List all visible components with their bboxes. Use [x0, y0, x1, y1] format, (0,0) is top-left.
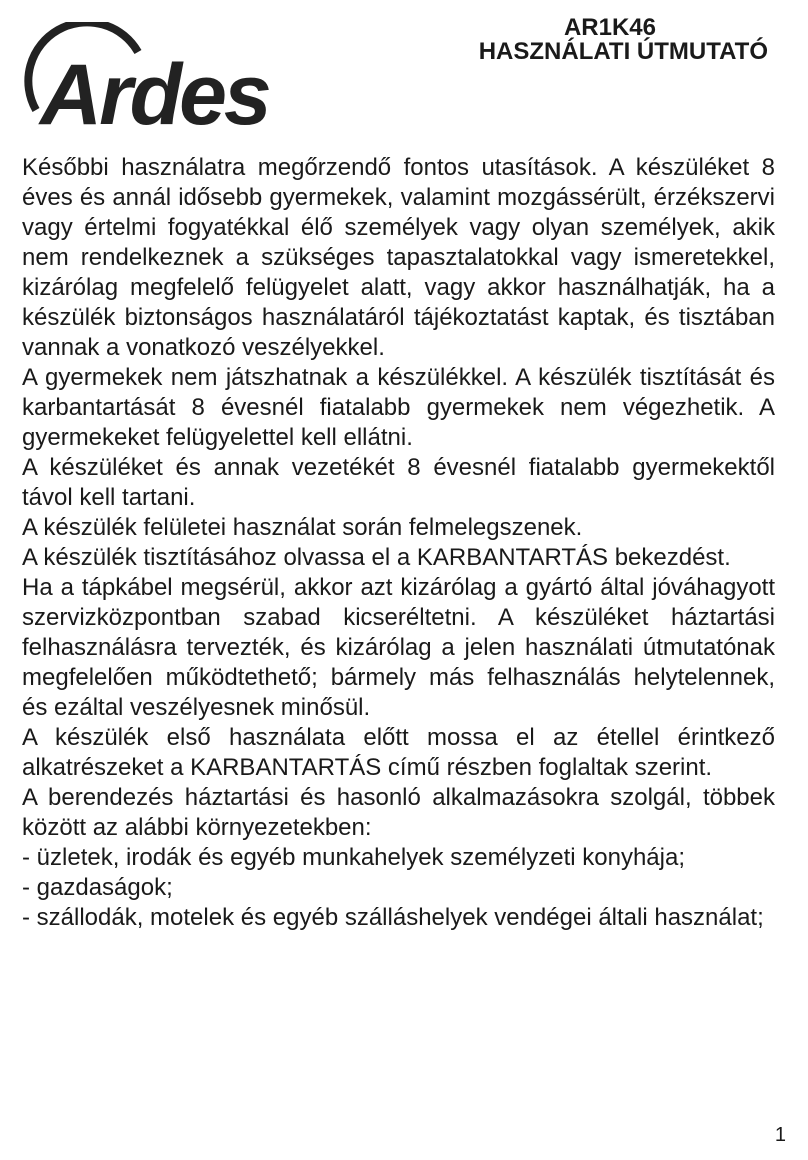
model-number: AR1K46: [563, 14, 656, 41]
paragraph: A berendezés háztartási és hasonló alkalmazásokra szolgál, többek között az alábbi környezetekben:: [22, 784, 775, 841]
paragraph: A készülék első használata előtt mossa el az étellel érintkező alkatrészeket a KARBANTARTÁS című részben foglaltak szerint.: [22, 724, 775, 781]
paragraph: A készülék tisztításához olvassa el a KARBANTARTÁS bekezdést.: [22, 544, 731, 571]
paragraph: A készülék felületei használat során felmelegszenek.: [22, 514, 583, 541]
paragraph: A készüléket és annak vezetékét 8 évesnél fiatalabb gyermekektől távol kell tartani.: [22, 454, 775, 511]
logo-text: Ardes: [40, 47, 269, 132]
paragraph: Későbbi használatra megőrzendő fontos utasítások. A készüléket 8 éves és annál idősebb gyermekek, valamint mozgássérült, érzékszervi vagy értelmi fogyatékkal élő személyek vagy olyan személyek, akik nem rendelkeznek a szükséges tapasztalatokkal vagy ismeretekkel, kizárólag megfelelő felügyelet alatt, vagy akkor használhatják, ha a készülék biztonságos használatáról tájékoztatást kaptak, és tisztában vannak a vonatkozó veszélyekkel.: [22, 154, 775, 361]
paragraph: A gyermekek nem játszhatnak a készülékkel. A készülék tisztítását és karbantartását 8 évesnél fiatalabb gyermekek nem végezhetik. A gyermekeket felügyelettel kell ellátni.: [22, 364, 775, 451]
document-header: [479, 16, 768, 64]
document-title: HASZNÁLATI ÚTMUTATÓ: [478, 38, 768, 65]
paragraph: Ha a tápkábel megsérül, akkor azt kizárólag a gyártó által jóváhagyott szervizközpontban szabad kicseréltetni. A készüléket háztartási felhasználásra tervezték, és kizárólag a jelen használati útmutatónak megfelelően működtethető; bármely más felhasználás helytelennek, és ezáltal veszélyesnek minősül.: [22, 574, 775, 721]
list-item: - üzletek, irodák és egyéb munkahelyek személyzeti konyhája;: [22, 844, 685, 871]
list-item: - szállodák, motelek és egyéb szálláshelyek vendégei általi használat;: [22, 904, 764, 931]
safety-instructions: [22, 153, 775, 933]
list-item: - gazdaságok;: [22, 874, 173, 901]
ardes-logo: [18, 22, 278, 132]
page-number: 1: [774, 1124, 786, 1146]
